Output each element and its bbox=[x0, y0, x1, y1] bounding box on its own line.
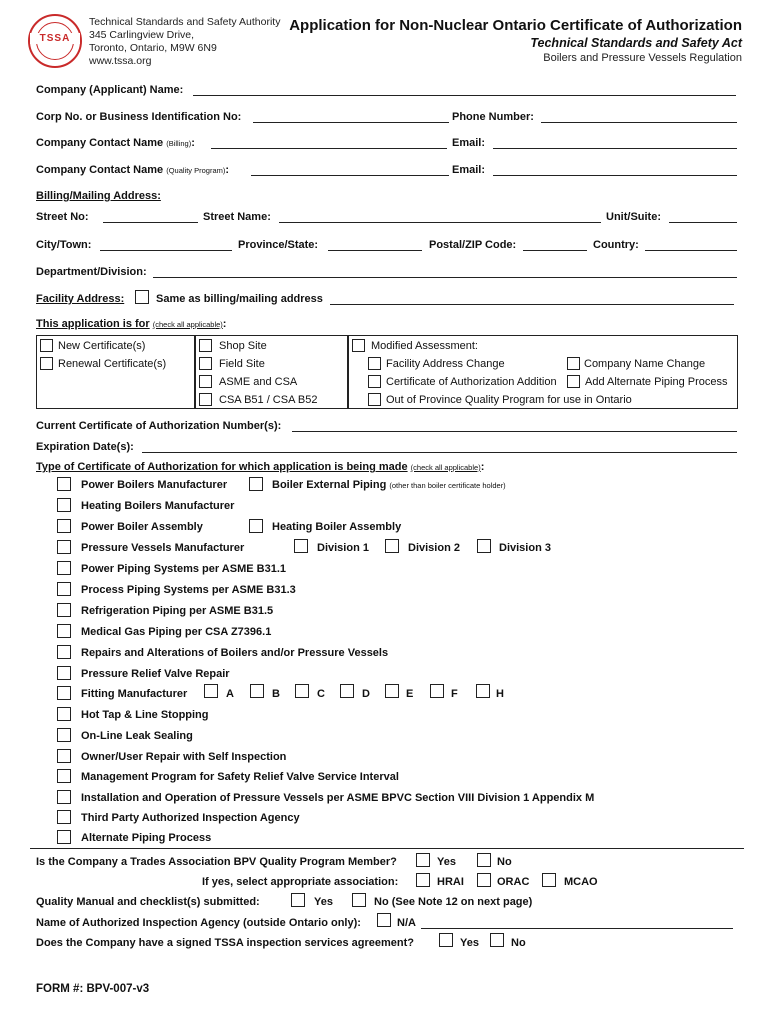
power-boilers-checkbox[interactable] bbox=[57, 477, 71, 491]
out-of-province-label: Out of Province Quality Program for use in Ontario bbox=[386, 394, 632, 406]
agency-na-checkbox[interactable] bbox=[377, 913, 391, 927]
process-piping-checkbox[interactable] bbox=[57, 582, 71, 596]
power-piping-label: Power Piping Systems per ASME B31.1 bbox=[81, 563, 286, 575]
phone-label: Phone Number: bbox=[452, 111, 534, 123]
postal-label: Postal/ZIP Code: bbox=[429, 239, 517, 251]
type-heading-note: (check all applicable) bbox=[410, 463, 481, 472]
modified-assessment-checkbox[interactable] bbox=[352, 339, 365, 352]
out-of-province-checkbox[interactable] bbox=[368, 393, 381, 406]
corp-no-label: Corp No. or Business Identification No: bbox=[36, 111, 242, 123]
agreement-yes-checkbox[interactable] bbox=[439, 933, 453, 947]
fitting-b-checkbox[interactable] bbox=[250, 684, 264, 698]
medical-gas-label: Medical Gas Piping per CSA Z7396.1 bbox=[81, 626, 272, 638]
form-title: Application for Non-Nuclear Ontario Certificate of Authorization bbox=[289, 17, 742, 34]
logo-text: TSSA bbox=[30, 33, 80, 44]
shop-site-label: Shop Site bbox=[219, 340, 267, 352]
trades-no-label: No bbox=[497, 856, 512, 868]
fitting-checkbox[interactable] bbox=[57, 686, 71, 700]
manual-question: Quality Manual and checklist(s) submitted: bbox=[36, 896, 260, 908]
country-label: Country: bbox=[593, 239, 639, 251]
division-3-label: Division 3 bbox=[499, 542, 551, 554]
billing-address-heading: Billing/Mailing Address: bbox=[36, 190, 161, 202]
alt-piping-label: Add Alternate Piping Process bbox=[585, 376, 728, 388]
fitting-c-label: C bbox=[317, 688, 325, 700]
renewal-certificate-label: Renewal Certificate(s) bbox=[58, 358, 167, 370]
contact-billing-label: Company Contact Name (Billing): bbox=[36, 137, 195, 149]
alternate-piping-checkbox[interactable] bbox=[57, 830, 71, 844]
renewal-certificate-checkbox[interactable] bbox=[40, 357, 53, 370]
agency-question: Name of Authorized Inspection Agency (outside Ontario only): bbox=[36, 917, 361, 929]
department-label: Department/Division: bbox=[36, 266, 147, 278]
agency-na-label: N/A bbox=[397, 917, 416, 929]
company-change-checkbox[interactable] bbox=[567, 357, 580, 370]
country-field[interactable] bbox=[645, 250, 737, 251]
province-label: Province/State: bbox=[238, 239, 319, 251]
modified-assessment-label: Modified Assessment: bbox=[371, 340, 478, 352]
email-quality-label: Email: bbox=[452, 164, 486, 176]
street-name-field[interactable] bbox=[279, 222, 601, 223]
facility-change-checkbox[interactable] bbox=[368, 357, 381, 370]
email-quality-field[interactable] bbox=[493, 175, 737, 176]
manual-no-label: No (See Note 12 on next page) bbox=[374, 896, 533, 908]
company-name-label: Company (Applicant) Name: bbox=[36, 84, 184, 96]
agreement-no-checkbox[interactable] bbox=[490, 933, 504, 947]
fitting-a-checkbox[interactable] bbox=[204, 684, 218, 698]
fitting-f-label: F bbox=[451, 688, 458, 700]
asme-csa-checkbox[interactable] bbox=[199, 375, 212, 388]
fitting-e-label: E bbox=[406, 688, 414, 700]
pressure-vessels-checkbox[interactable] bbox=[57, 540, 71, 554]
act-name: Technical Standards and Safety Act bbox=[530, 36, 742, 50]
postal-field[interactable] bbox=[523, 250, 587, 251]
email-billing-label: Email: bbox=[452, 137, 486, 149]
refrigeration-piping-label: Refrigeration Piping per ASME B31.5 bbox=[81, 605, 274, 617]
management-program-label: Management Program for Safety Relief Valve Service Interval bbox=[81, 771, 399, 783]
org-name: Technical Standards and Safety Authority bbox=[89, 16, 281, 28]
csa-b51-b52-label: CSA B51 / CSA B52 bbox=[219, 394, 318, 406]
heating-boilers-label: Heating Boilers Manufacturer bbox=[81, 500, 235, 512]
heating-boiler-assembly-label: Heating Boiler Assembly bbox=[272, 521, 402, 533]
division-2-label: Division 2 bbox=[408, 542, 460, 554]
fitting-d-label: D bbox=[362, 688, 370, 700]
field-site-label: Field Site bbox=[219, 358, 265, 370]
fitting-h-checkbox[interactable] bbox=[476, 684, 490, 698]
facility-address-label: Facility Address: bbox=[36, 293, 125, 305]
relief-valve-repair-label: Pressure Relief Valve Repair bbox=[81, 668, 230, 680]
hot-tap-label: Hot Tap & Line Stopping bbox=[81, 709, 209, 721]
trades-yes-label: Yes bbox=[437, 856, 456, 868]
hot-tap-checkbox[interactable] bbox=[57, 707, 71, 721]
agreement-no-label: No bbox=[511, 937, 526, 949]
third-party-label: Third Party Authorized Inspection Agency bbox=[81, 812, 300, 824]
expiration-label: Expiration Date(s): bbox=[36, 441, 134, 453]
fitting-f-checkbox[interactable] bbox=[430, 684, 444, 698]
corp-no-field[interactable] bbox=[253, 122, 449, 123]
billing-note: (Billing) bbox=[166, 139, 192, 148]
expiration-field[interactable] bbox=[142, 452, 737, 453]
phone-field[interactable] bbox=[541, 122, 737, 123]
fitting-d-checkbox[interactable] bbox=[340, 684, 354, 698]
section-divider bbox=[30, 848, 744, 849]
contact-quality-field[interactable] bbox=[251, 175, 449, 176]
heating-boiler-assembly-checkbox[interactable] bbox=[249, 519, 263, 533]
street-name-label: Street Name: bbox=[203, 211, 271, 223]
new-certificate-label: New Certificate(s) bbox=[58, 340, 146, 352]
coa-addition-checkbox[interactable] bbox=[368, 375, 381, 388]
facility-change-label: Facility Address Change bbox=[386, 358, 505, 370]
relief-valve-repair-checkbox[interactable] bbox=[57, 666, 71, 680]
power-piping-checkbox[interactable] bbox=[57, 561, 71, 575]
leak-sealing-label: On-Line Leak Sealing bbox=[81, 730, 193, 742]
repairs-alterations-label: Repairs and Alterations of Boilers and/or Pressure Vessels bbox=[81, 647, 389, 659]
agency-name-field[interactable] bbox=[421, 928, 733, 929]
coa-addition-label: Certificate of Authorization Addition bbox=[386, 376, 557, 388]
fitting-c-checkbox[interactable] bbox=[295, 684, 309, 698]
alt-piping-checkbox[interactable] bbox=[567, 375, 580, 388]
refrigeration-piping-checkbox[interactable] bbox=[57, 603, 71, 617]
manual-no-checkbox[interactable] bbox=[352, 893, 366, 907]
org-address-1: 345 Carlingview Drive, bbox=[89, 29, 195, 41]
shop-site-checkbox[interactable] bbox=[199, 339, 212, 352]
repairs-alterations-checkbox[interactable] bbox=[57, 645, 71, 659]
third-party-checkbox[interactable] bbox=[57, 810, 71, 824]
same-as-billing-label: Same as billing/mailing address bbox=[156, 293, 323, 305]
leak-sealing-checkbox[interactable] bbox=[57, 728, 71, 742]
contact-quality-label: Company Contact Name (Quality Program): bbox=[36, 164, 230, 176]
fitting-e-checkbox[interactable] bbox=[385, 684, 399, 698]
unit-suite-field[interactable] bbox=[669, 222, 737, 223]
tssa-logo bbox=[28, 14, 82, 68]
org-address-2: Toronto, Ontario, M9W 6N9 bbox=[89, 42, 217, 54]
pressure-vessels-label: Pressure Vessels Manufacturer bbox=[81, 542, 245, 554]
alternate-piping-label: Alternate Piping Process bbox=[81, 832, 212, 844]
power-boiler-assembly-label: Power Boiler Assembly bbox=[81, 521, 203, 533]
hrai-label: HRAI bbox=[437, 876, 464, 888]
boiler-external-label: Boiler External Piping (other than boiler certificate holder) bbox=[272, 479, 506, 491]
form-number: FORM #: BPV-007-v3 bbox=[36, 983, 150, 995]
province-field[interactable] bbox=[328, 250, 422, 251]
asme-csa-label: ASME and CSA bbox=[219, 376, 298, 388]
city-field[interactable] bbox=[100, 250, 232, 251]
org-website[interactable]: www.tssa.org bbox=[89, 55, 152, 67]
field-site-checkbox[interactable] bbox=[199, 357, 212, 370]
trades-question: Is the Company a Trades Association BPV Quality Program Member? bbox=[36, 856, 397, 868]
heating-boilers-checkbox[interactable] bbox=[57, 498, 71, 512]
owner-user-repair-checkbox[interactable] bbox=[57, 749, 71, 763]
fitting-b-label: B bbox=[272, 688, 280, 700]
owner-user-repair-label: Owner/User Repair with Self Inspection bbox=[81, 751, 287, 763]
fitting-h-label: H bbox=[496, 688, 504, 700]
management-program-checkbox[interactable] bbox=[57, 769, 71, 783]
appendix-m-label: Installation and Operation of Pressure Vessels per ASME BPVC Section VIII Division 1 Appendix M bbox=[81, 792, 595, 804]
facility-address-field[interactable] bbox=[330, 304, 734, 305]
division-2-checkbox[interactable] bbox=[385, 539, 399, 553]
appendix-m-checkbox[interactable] bbox=[57, 790, 71, 804]
tssa-agreement-question: Does the Company have a signed TSSA inspection services agreement? bbox=[36, 937, 414, 949]
mcao-label: MCAO bbox=[564, 876, 598, 888]
manual-yes-label: Yes bbox=[314, 896, 333, 908]
trades-no-checkbox[interactable] bbox=[477, 853, 491, 867]
association-question: If yes, select appropriate association: bbox=[202, 876, 399, 888]
email-billing-field[interactable] bbox=[493, 148, 737, 149]
same-as-billing-checkbox[interactable] bbox=[135, 290, 149, 304]
hrai-checkbox[interactable] bbox=[416, 873, 430, 887]
regulation-name: Boilers and Pressure Vessels Regulation bbox=[543, 52, 742, 64]
company-change-label: Company Name Change bbox=[584, 358, 706, 370]
application-heading: This application is for (check all applicable): bbox=[36, 318, 227, 330]
street-no-field[interactable] bbox=[103, 222, 198, 223]
company-name-field[interactable] bbox=[193, 95, 736, 96]
new-certificate-checkbox[interactable] bbox=[40, 339, 53, 352]
department-field[interactable] bbox=[153, 277, 737, 278]
contact-billing-field[interactable] bbox=[211, 148, 447, 149]
power-boilers-label: Power Boilers Manufacturer bbox=[81, 479, 228, 491]
application-heading-note: (check all applicable) bbox=[152, 320, 223, 329]
current-certificate-label: Current Certificate of Authorization Number(s): bbox=[36, 420, 282, 432]
division-1-label: Division 1 bbox=[317, 542, 369, 554]
quality-note: (Quality Program) bbox=[166, 166, 226, 175]
fitting-label: Fitting Manufacturer bbox=[81, 688, 188, 700]
division-3-checkbox[interactable] bbox=[477, 539, 491, 553]
boiler-external-note: (other than boiler certificate holder) bbox=[389, 481, 506, 490]
unit-suite-label: Unit/Suite: bbox=[606, 211, 661, 223]
boiler-external-checkbox[interactable] bbox=[249, 477, 263, 491]
power-boiler-assembly-checkbox[interactable] bbox=[57, 519, 71, 533]
mcao-checkbox[interactable] bbox=[542, 873, 556, 887]
medical-gas-checkbox[interactable] bbox=[57, 624, 71, 638]
agreement-yes-label: Yes bbox=[460, 937, 479, 949]
current-certificate-field[interactable] bbox=[292, 431, 737, 432]
orac-checkbox[interactable] bbox=[477, 873, 491, 887]
type-heading: Type of Certificate of Authorization for which application is being made (check all applicable): bbox=[36, 461, 485, 473]
trades-yes-checkbox[interactable] bbox=[416, 853, 430, 867]
manual-yes-checkbox[interactable] bbox=[291, 893, 305, 907]
process-piping-label: Process Piping Systems per ASME B31.3 bbox=[81, 584, 296, 596]
division-1-checkbox[interactable] bbox=[294, 539, 308, 553]
fitting-a-label: A bbox=[226, 688, 234, 700]
orac-label: ORAC bbox=[497, 876, 530, 888]
street-no-label: Street No: bbox=[36, 211, 89, 223]
city-label: City/Town: bbox=[36, 239, 92, 251]
csa-b51-b52-checkbox[interactable] bbox=[199, 393, 212, 406]
